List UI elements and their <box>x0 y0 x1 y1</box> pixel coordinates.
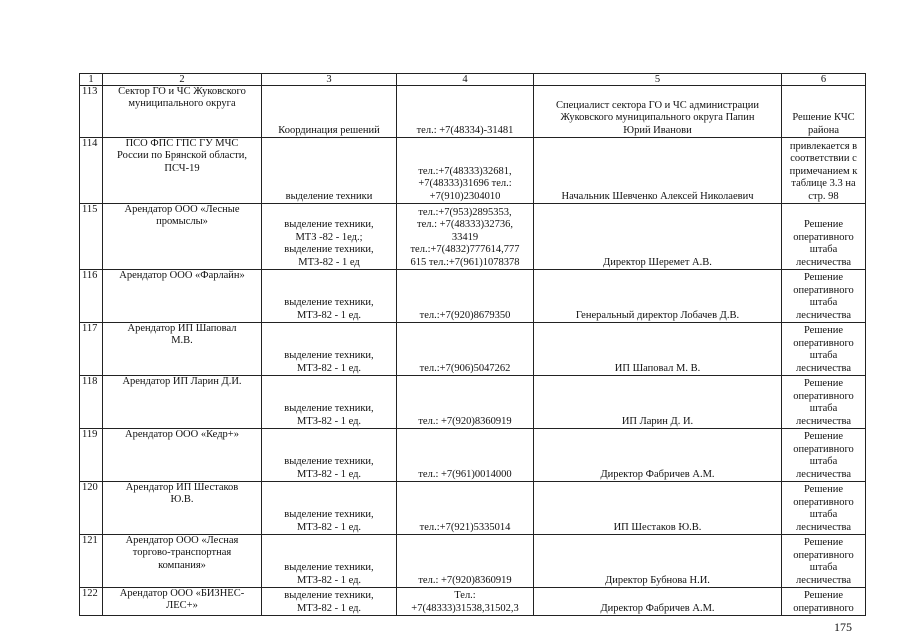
row-number-cell: 117 <box>80 323 103 376</box>
action-cell: выделение техники, МТЗ -82 - 1ед.; выделение техники, МТЗ-82 - 1 ед <box>262 204 397 270</box>
phone-cell: тел.:+7(906)5047262 <box>397 323 534 376</box>
phone-cell: тел.: +7(920)8360919 <box>397 376 534 429</box>
row-number-cell: 115 <box>80 204 103 270</box>
phone-cell: тел.:+7(953)2895353, тел.: +7(48333)32736, 33419 тел.:+7(4832)777614,777 615 тел.:+7(961)1078378 <box>397 204 534 270</box>
table-row <box>80 535 866 588</box>
basis-cell: Решение оперативного штаба лесничества <box>782 429 866 482</box>
contact-cell: Директор Фабричев А.М. <box>534 429 782 482</box>
contact-cell: Специалист сектора ГО и ЧС администрации Жуковского муниципального округа Папин Юрий Иванови <box>534 86 782 138</box>
organization-cell: Арендатор ООО «Лесные промыслы» <box>103 204 262 270</box>
table-row <box>80 270 866 323</box>
organization-cell: Арендатор ИП Шестаков Ю.В. <box>103 482 262 535</box>
contact-cell: Генеральный директор Лобачев Д.В. <box>534 270 782 323</box>
organization-cell: Арендатор ИП Шаповал М.В. <box>103 323 262 376</box>
organizations-table <box>79 73 866 616</box>
action-cell: выделение техники <box>262 138 397 204</box>
row-number-cell: 122 <box>80 588 103 616</box>
organization-cell: Арендатор ООО «БИЗНЕС- ЛЕС+» <box>103 588 262 616</box>
page-number: 175 <box>834 620 852 634</box>
contact-cell: ИП Ларин Д. И. <box>534 376 782 429</box>
basis-cell: Решение оперативного штаба лесничества <box>782 323 866 376</box>
column-phone-header: 4 <box>397 74 534 86</box>
phone-cell: тел.: +7(920)8360919 <box>397 535 534 588</box>
basis-cell: привлекается в соответствии с примечанием к таблице 3.3 на стр. 98 <box>782 138 866 204</box>
table-row <box>80 86 866 138</box>
contact-cell: Директор Шеремет А.В. <box>534 204 782 270</box>
organization-cell: Арендатор ИП Ларин Д.И. <box>103 376 262 429</box>
basis-cell: Решение КЧС района <box>782 86 866 138</box>
row-number-cell: 118 <box>80 376 103 429</box>
contact-cell: Директор Фабричев А.М. <box>534 588 782 616</box>
table-header-row <box>80 74 866 86</box>
row-number-cell: 121 <box>80 535 103 588</box>
table-row <box>80 588 866 616</box>
column-action-header: 3 <box>262 74 397 86</box>
phone-cell: тел.:+7(48333)32681, +7(48333)31696 тел.: +7(910)2304010 <box>397 138 534 204</box>
contact-cell: ИП Шестаков Ю.В. <box>534 482 782 535</box>
organization-cell: Арендатор ООО «Кедр+» <box>103 429 262 482</box>
action-cell: выделение техники, МТЗ-82 - 1 ед. <box>262 323 397 376</box>
column-number-header: 1 <box>80 74 103 86</box>
row-number-cell: 119 <box>80 429 103 482</box>
basis-cell: Решение оперативного <box>782 588 866 616</box>
row-number-cell: 113 <box>80 86 103 138</box>
basis-cell: Решение оперативного штаба лесничества <box>782 376 866 429</box>
table-row <box>80 323 866 376</box>
row-number-cell: 114 <box>80 138 103 204</box>
column-organization-header: 2 <box>103 74 262 86</box>
basis-cell: Решение оперативного штаба лесничества <box>782 270 866 323</box>
table-row <box>80 429 866 482</box>
organization-cell: Сектор ГО и ЧС Жуковского муниципального округа <box>103 86 262 138</box>
phone-cell: тел.: +7(48334)-31481 <box>397 86 534 138</box>
phone-cell: Тел.: +7(48333)31538,31502,3 <box>397 588 534 616</box>
table-row <box>80 376 866 429</box>
phone-cell: тел.:+7(921)5335014 <box>397 482 534 535</box>
table-row <box>80 482 866 535</box>
column-contact-header: 5 <box>534 74 782 86</box>
basis-cell: Решение оперативного штаба лесничества <box>782 204 866 270</box>
action-cell: выделение техники, МТЗ-82 - 1 ед. <box>262 482 397 535</box>
table-row <box>80 138 866 204</box>
row-number-cell: 116 <box>80 270 103 323</box>
table-row <box>80 204 866 270</box>
phone-cell: тел.: +7(961)0014000 <box>397 429 534 482</box>
organization-cell: Арендатор ООО «Фарлайн» <box>103 270 262 323</box>
contact-cell: ИП Шаповал М. В. <box>534 323 782 376</box>
row-number-cell: 120 <box>80 482 103 535</box>
contact-cell: Начальник Шевченко Алексей Николаевич <box>534 138 782 204</box>
column-basis-header: 6 <box>782 74 866 86</box>
phone-cell: тел.:+7(920)8679350 <box>397 270 534 323</box>
action-cell: выделение техники, МТЗ-82 - 1 ед. <box>262 376 397 429</box>
organization-cell: ПСО ФПС ГПС ГУ МЧС России по Брянской области, ПСЧ-19 <box>103 138 262 204</box>
action-cell: выделение техники, МТЗ-82 - 1 ед. <box>262 535 397 588</box>
action-cell: выделение техники, МТЗ-82 - 1 ед. <box>262 429 397 482</box>
organization-cell: Арендатор ООО «Лесная торгово-транспортная компания» <box>103 535 262 588</box>
basis-cell: Решение оперативного штаба лесничества <box>782 535 866 588</box>
basis-cell: Решение оперативного штаба лесничества <box>782 482 866 535</box>
action-cell: Координация решений <box>262 86 397 138</box>
action-cell: выделение техники, МТЗ-82 - 1 ед. <box>262 588 397 616</box>
contact-cell: Директор Бубнова Н.И. <box>534 535 782 588</box>
action-cell: выделение техники, МТЗ-82 - 1 ед. <box>262 270 397 323</box>
